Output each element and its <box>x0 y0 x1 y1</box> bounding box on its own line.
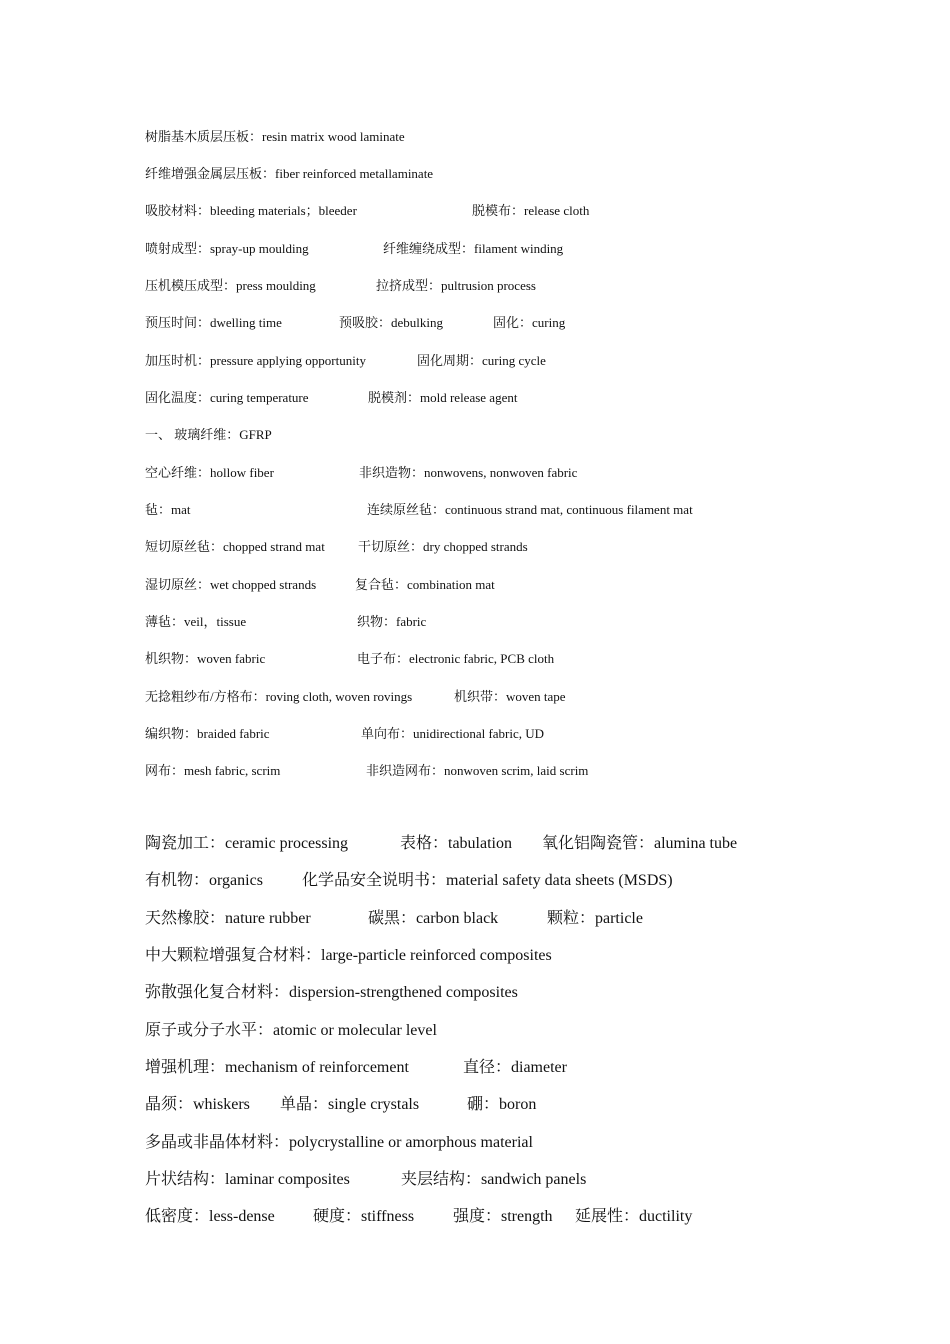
term-entry: 低密度：less-dense <box>145 1208 275 1225</box>
term-entry: 湿切原丝：wet chopped strands <box>145 577 317 592</box>
term-entry: 毡：mat <box>145 502 191 517</box>
term-entry: 化学品安全说明书：material safety data sheets (MSDS) <box>302 872 673 889</box>
term-entry: 非织造物：nonwovens, nonwoven fabric <box>359 465 578 480</box>
term-entry: 压机模压成型：press moulding <box>145 278 316 293</box>
term-entry: 陶瓷加工：ceramic processing <box>145 835 349 852</box>
term-entry: 原子或分子水平：atomic or molecular level <box>145 1022 437 1039</box>
term-entry: 无捻粗纱布/方格布：roving cloth, woven rovings <box>145 689 413 704</box>
term-entry: 电子布：electronic fabric, PCB cloth <box>357 651 555 666</box>
term-entry: 延展性：ductility <box>575 1208 693 1225</box>
term-entry: 加压时机：pressure applying opportunity <box>145 353 366 368</box>
term-entry: 片状结构：laminar composites <box>145 1171 350 1188</box>
term-entry: 预吸胶：debulking <box>339 315 443 330</box>
term-entry: 硼：boron <box>467 1096 537 1113</box>
term-entry: 硬度：stiffness <box>313 1208 415 1225</box>
term-entry: 预压时间：dwelling time <box>145 315 282 330</box>
term-entry: 短切原丝毡：chopped strand mat <box>145 539 325 554</box>
term-entry: 机织物：woven fabric <box>145 651 266 666</box>
term-entry: 夹层结构：sandwich panels <box>401 1171 587 1188</box>
term-entry: 干切原丝：dry chopped strands <box>358 539 528 554</box>
term-entry: 树脂基木质层压板：resin matrix wood laminate <box>145 129 405 144</box>
term-entry: 纤维缠绕成型：filament winding <box>383 241 564 256</box>
term-entry: 连续原丝毡：continuous strand mat, continuous filament mat <box>367 502 693 517</box>
term-entry: 织物：fabric <box>357 614 427 629</box>
term-entry: 单向布：unidirectional fabric, UD <box>361 726 545 741</box>
term-entry: 碳黑：carbon black <box>368 910 499 927</box>
term-entry: 非织造网布：nonwoven scrim, laid scrim <box>366 763 589 778</box>
term-entry: 喷射成型：spray-up moulding <box>145 241 309 256</box>
term-entry: 颗粒：particle <box>547 910 643 927</box>
term-entry: 固化温度：curing temperature <box>145 390 309 405</box>
term-entry: 薄毡：veil，tissue <box>145 614 247 629</box>
term-entry: 脱模布：release cloth <box>472 203 590 218</box>
term-entry: 固化：curing <box>493 315 566 330</box>
term-entry: 晶须：whiskers <box>145 1096 250 1113</box>
term-entry: 脱模剂：mold release agent <box>368 390 518 405</box>
term-entry: 强度：strength <box>453 1208 553 1225</box>
term-entry: 有机物：organics <box>145 872 263 889</box>
term-entry: 增强机理：mechanism of reinforcement <box>145 1059 409 1076</box>
term-entry: 固化周期：curing cycle <box>417 353 546 368</box>
heading-text: 一、 玻璃纤维：GFRP <box>145 427 272 442</box>
term-entry: 拉挤成型：pultrusion process <box>376 278 536 293</box>
term-entry: 吸胶材料：bleeding materials；bleeder <box>145 203 357 218</box>
term-entry: 弥散强化复合材料：dispersion-strengthened composites <box>145 984 518 1001</box>
term-entry: 纤维增强金属层压板：fiber reinforced metallaminate <box>145 166 434 181</box>
term-entry: 单晶：single crystals <box>280 1096 420 1113</box>
term-entry: 直径：diameter <box>463 1059 567 1076</box>
term-entry: 编织物：braided fabric <box>145 726 270 741</box>
term-entry: 多晶或非晶体材料：polycrystalline or amorphous material <box>145 1134 533 1151</box>
term-entry: 机织带：woven tape <box>454 689 566 704</box>
term-entry: 空心纤维：hollow fiber <box>145 465 274 480</box>
term-entry: 氧化铝陶瓷管：alumina tube <box>542 835 738 852</box>
term-entry: 表格：tabulation <box>400 835 512 852</box>
term-entry: 天然橡胶：nature rubber <box>145 910 311 927</box>
term-entry: 复合毡：combination mat <box>355 577 495 592</box>
term-entry: 中大颗粒增强复合材料：large-particle reinforced composites <box>145 947 552 964</box>
term-entry: 网布：mesh fabric, scrim <box>145 763 281 778</box>
